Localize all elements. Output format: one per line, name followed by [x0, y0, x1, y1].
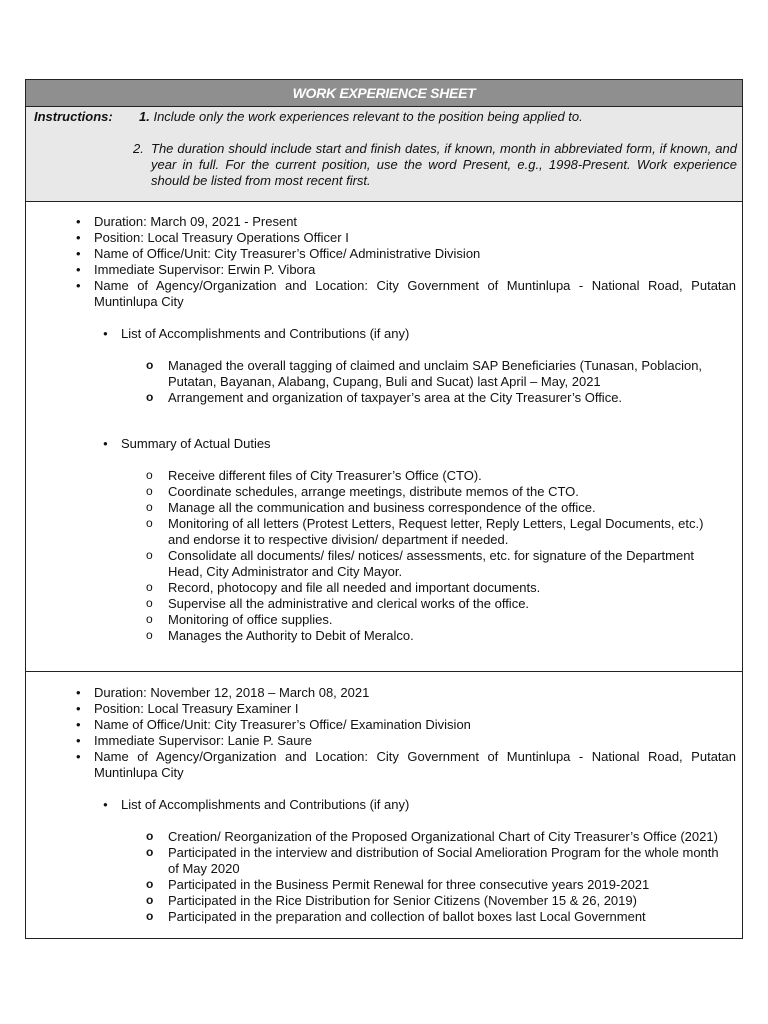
list-item: o Record, photocopy and file all needed and important documents. — [146, 580, 726, 596]
work-entry — [26, 202, 742, 672]
accomplishments-heading-list — [103, 797, 409, 813]
sheet-title: WORK EXPERIENCE SHEET — [26, 80, 742, 107]
accomplishments-heading-list — [103, 326, 409, 342]
accomplishments-heading: ● List of Accomplishments and Contributions (if any) — [103, 797, 409, 813]
office-unit: • Name of Office/Unit: City Treasurer’s Office/ Administrative Division — [76, 246, 736, 262]
list-item: o Manages the Authority to Debit of Meralco. — [146, 628, 726, 644]
duties-heading-list — [103, 436, 271, 452]
work-entry — [26, 673, 742, 938]
instructions-label: Instructions: — [34, 109, 113, 124]
instructions-box — [26, 107, 742, 202]
entry-details — [76, 685, 736, 781]
work-experience-sheet — [25, 79, 743, 939]
immediate-supervisor: • Immediate Supervisor: Erwin P. Vibora — [76, 262, 736, 278]
accomplishments-heading: ● List of Accomplishments and Contributions (if any) — [103, 326, 409, 342]
list-item: o Monitoring of all letters (Protest Letters, Request letter, Reply Letters, Legal Documents, etc.) and endorse it to respective division/ department if needed. — [146, 516, 726, 548]
agency-location: • Name of Agency/Organization and Location: City Government of Muntinlupa - National Road, Putatan Muntinlupa City — [76, 749, 736, 781]
instruction-2-text: The duration should include start and finish dates, if known, month in abbreviated form, if known, and year in full. For the current position, use the word Present, e.g., 1998-Present. Work experience should be listed from most recent first. — [151, 141, 737, 188]
list-item: o Managed the overall tagging of claimed and unclaim SAP Beneficiaries (Tunasan, Poblacion, Putatan, Bayanan, Alabang, Cupang, Buli and Sucat) last April – May, 2021 — [146, 358, 726, 390]
immediate-supervisor: • Immediate Supervisor: Lanie P. Saure — [76, 733, 736, 749]
list-item: o Receive different files of City Treasurer’s Office (CTO). — [146, 468, 726, 484]
office-unit: • Name of Office/Unit: City Treasurer’s Office/ Examination Division — [76, 717, 736, 733]
list-item: o Manage all the communication and business correspondence of the office. — [146, 500, 726, 516]
duties-list — [146, 468, 726, 644]
instruction-2-number: 2. — [133, 141, 144, 156]
agency-location: • Name of Agency/Organization and Location: City Government of Muntinlupa - National Road, Putatan Muntinlupa City — [76, 278, 736, 310]
list-item: o Creation/ Reorganization of the Proposed Organizational Chart of City Treasurer’s Office (2021) — [146, 829, 726, 845]
position: • Position: Local Treasury Operations Officer I — [76, 230, 736, 246]
list-item: o Participated in the preparation and collection of ballot boxes last Local Government — [146, 909, 726, 925]
instruction-1-text: Include only the work experiences relevant to the position being applied to. — [153, 109, 583, 124]
instruction-1-number: 1. — [139, 109, 150, 124]
duration: • Duration: March 09, 2021 - Present — [76, 214, 736, 230]
list-item: o Coordinate schedules, arrange meetings, distribute memos of the CTO. — [146, 484, 726, 500]
accomplishments-list — [146, 829, 726, 925]
list-item: o Arrangement and organization of taxpayer’s area at the City Treasurer’s Office. — [146, 390, 726, 406]
accomplishments-list — [146, 358, 726, 406]
duration: • Duration: November 12, 2018 – March 08, 2021 — [76, 685, 736, 701]
list-item: o Participated in the Rice Distribution for Senior Citizens (November 15 & 26, 2019) — [146, 893, 726, 909]
entry-details — [76, 214, 736, 310]
list-item: o Monitoring of office supplies. — [146, 612, 726, 628]
list-item: o Participated in the Business Permit Renewal for three consecutive years 2019-2021 — [146, 877, 726, 893]
duties-heading: ● Summary of Actual Duties — [103, 436, 271, 452]
position: • Position: Local Treasury Examiner I — [76, 701, 736, 717]
list-item: o Participated in the interview and distribution of Social Amelioration Program for the whole month of May 2020 — [146, 845, 726, 877]
instruction-1 — [139, 109, 583, 125]
list-item: o Supervise all the administrative and clerical works of the office. — [146, 596, 726, 612]
list-item: o Consolidate all documents/ files/ notices/ assessments, etc. for signature of the Department Head, City Administrator and City Mayor. — [146, 548, 726, 580]
